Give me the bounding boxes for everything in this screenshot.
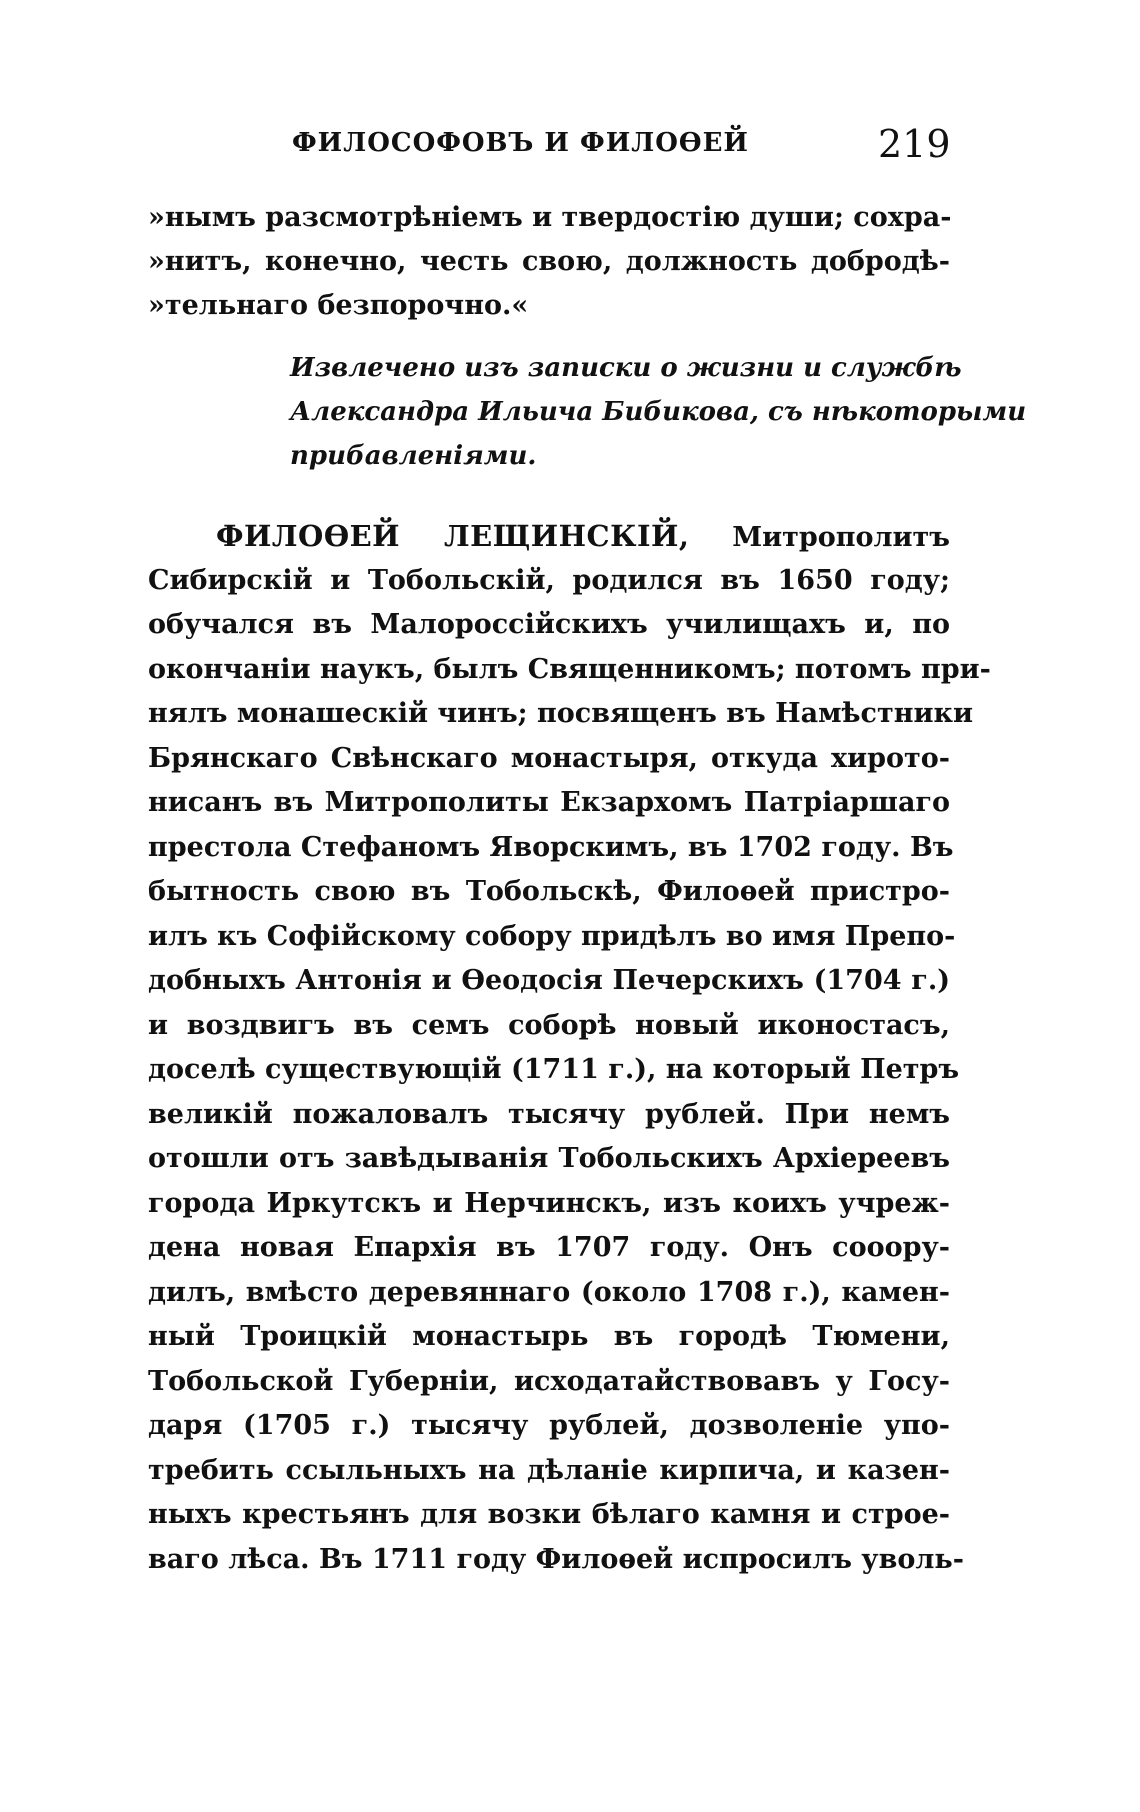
page-number: 219: [878, 122, 951, 166]
article-line: Брянскаго Свѣнскаго монастыря, откуда хиротo-: [148, 742, 950, 774]
article-line: бытность свою въ Тобольскѣ, Филоѳей пристро-: [148, 876, 950, 907]
article-line: дена новая Епархія въ 1707 году. Онъ сооору-: [148, 1232, 950, 1263]
article-line: города Иркутскъ и Нерчинскъ, изъ коихъ учреж-: [148, 1187, 950, 1219]
article-line: даря (1705 г.) тысячу рублей, дозволеніе упо-: [148, 1410, 950, 1441]
article-line: обучался въ Малороссійскихъ училищахъ и, по: [148, 609, 950, 640]
article-line: и воздвигъ въ семъ соборѣ новый иконостасъ,: [148, 1009, 950, 1041]
article-line: окончаніи наукъ, былъ Священникомъ; потомъ при-: [148, 653, 991, 685]
article-headword: ФИЛОѲЕЙ ЛЕЩИНСКІЙ,: [216, 519, 690, 553]
source-line: Александра Ильича Бибикова, съ нѣкоторыми: [290, 397, 1027, 427]
article-line: требить ссыльныхъ на дѣланіе кирпича, и казен-: [148, 1454, 950, 1486]
article-line: ваго лѣса. Въ 1711 году Филоѳей испросилъ уволь-: [148, 1543, 964, 1575]
article-line: великій пожаловалъ тысячу рублей. При немъ: [148, 1098, 950, 1130]
source-line: Извлечено изъ записки о жизни и службѣ: [290, 353, 962, 383]
article-line: ный Троицкій монастырь въ городѣ Тюмени,: [148, 1321, 950, 1352]
article-line: престола Стефаномъ Яворскимъ, въ 1702 году. Въ: [148, 831, 954, 863]
article-line: илъ къ Софійскому собору придѣлъ во имя Препо-: [148, 920, 956, 952]
article-line: Тобольской Губерніи, исходатайствовавъ у Госу-: [148, 1365, 950, 1397]
article-line: нисанъ въ Митрополиты Екзархомъ Патріаршаго: [148, 787, 950, 818]
article-line: отошли отъ завѣдыванія Тобольскихъ Архіереевъ: [148, 1143, 950, 1174]
article-line: добныхъ Антонія и Ѳеодосія Печерскихъ (1704 г.): [148, 965, 950, 996]
intro-quote: [148, 196, 950, 328]
article-filofei: [148, 514, 991, 1582]
intro-line: »тельнаго безпорочно.«: [148, 290, 529, 321]
article-line: доселѣ существующій (1711 г.), на который Петръ: [148, 1054, 960, 1085]
article-first-line-rest: Митрополитъ: [732, 522, 950, 553]
intro-line: »нитъ, конечно, честь свою, должность добродѣ-: [148, 246, 950, 277]
article-line: дилъ, вмѣсто деревяннаго (около 1708 г.), камен-: [148, 1276, 950, 1308]
source-note: [290, 346, 1027, 478]
source-line: прибавленіями.: [290, 441, 537, 471]
running-head: ФИЛОСОФОВЪ И ФИЛОѲЕЙ: [292, 128, 749, 158]
article-line: ныхъ крестьянъ для возки бѣлаго камня и строе-: [148, 1499, 950, 1530]
article-line: Сибирскій и Тобольскій, родился въ 1650 году;: [148, 564, 950, 596]
article-line: нялъ монашескій чинъ; посвященъ въ Намѣстники: [148, 698, 974, 729]
article-first-line: [148, 514, 950, 559]
intro-line: »нымъ разсмотрѣніемъ и твердостію души; сохра-: [148, 202, 952, 233]
